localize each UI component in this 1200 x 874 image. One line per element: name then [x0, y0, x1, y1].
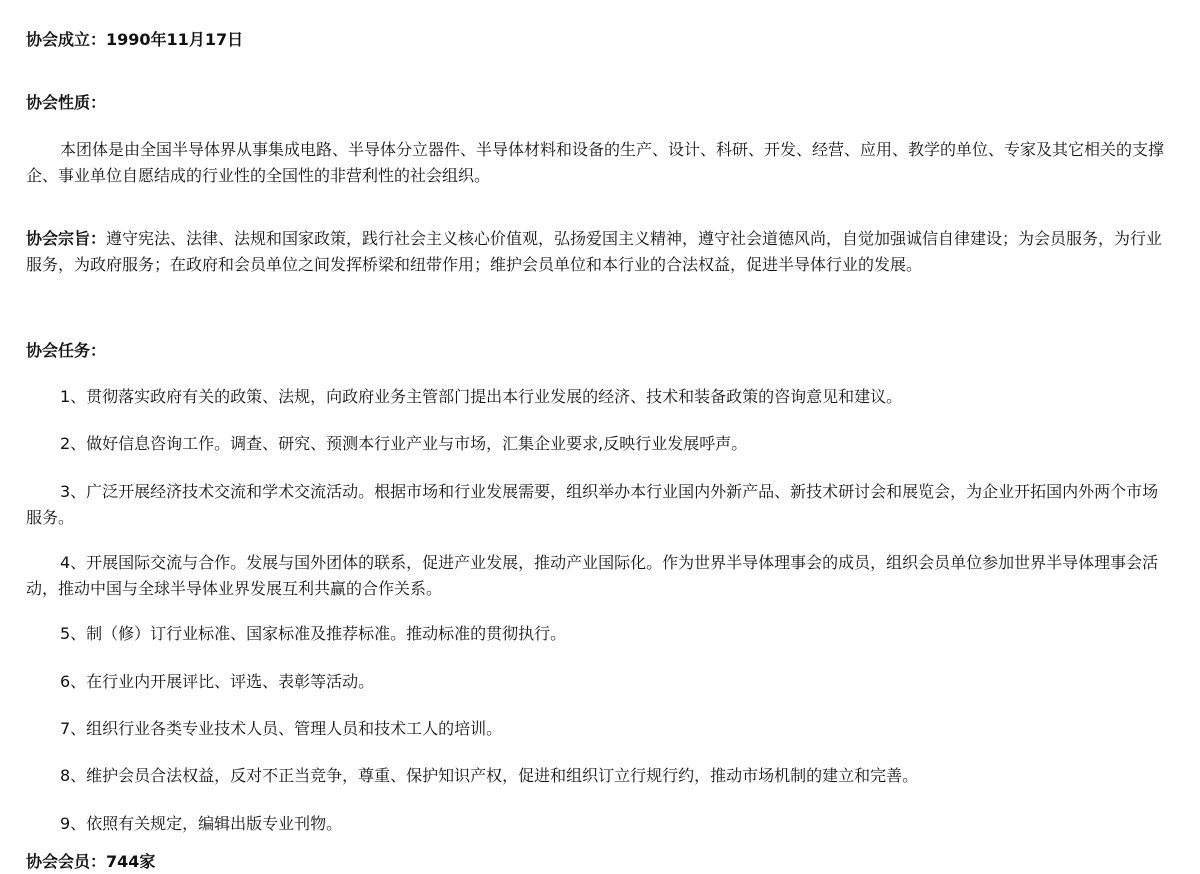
purpose-paragraph	[26, 226, 1171, 278]
nature-heading	[26, 91, 1171, 115]
founded-line	[26, 28, 1171, 52]
task-item-2: 2、做好信息咨询工作。调查、研究、预测本行业产业与市场，汇集企业要求,反映行业发展呼声。	[60, 434, 748, 453]
nature-label: 协会性质：	[26, 93, 107, 112]
task-item-6: 6、在行业内开展评比、评选、表彰等活动。	[60, 672, 375, 691]
founded-value: 1990年11月17日	[106, 30, 244, 49]
task-item-1: 1、贯彻落实政府有关的政策、法规，向政府业务主管部门提出本行业发展的经济、技术和装备政策的咨询意见和建议。	[60, 387, 903, 406]
task-item-4: 4、开展国际交流与合作。发展与国外团体的联系，促进产业发展，推动产业国际化。作为世界半导体理事会的成员，组织会员单位参加世界半导体理事会活动，推动中国与全球半导体业界发展互利共赢的合作关系。	[26, 553, 1159, 598]
purpose-text: 遵守宪法、法律、法规和国家政策，践行社会主义核心价值观，弘扬爱国主义精神，遵守社会道德风尚，自觉加强诚信自律建设；为会员服务，为行业服务，为政府服务；在政府和会员单位之间发挥桥梁和纽带作用；维护会员单位和本行业的合法权益，促进半导体行业的发展。	[26, 229, 1163, 274]
tasks-label: 协会任务：	[26, 341, 107, 360]
task-item-8: 8、维护会员合法权益，反对不正当竞争，尊重、保护知识产权，促进和组织订立行规行约，推动市场机制的建立和完善。	[60, 766, 919, 785]
members-line	[26, 850, 1171, 874]
members-label: 协会会员：	[26, 852, 107, 871]
task-item-5: 5、制（修）订行业标准、国家标准及推荐标准。推动标准的贯彻执行。	[60, 624, 567, 643]
purpose-label: 协会宗旨：	[26, 229, 107, 248]
nature-text: 本团体是由全国半导体界从事集成电路、半导体分立器件、半导体材料和设备的生产、设计、科研、开发、经营、应用、教学的单位、专家及其它相关的支撑企、事业单位自愿结成的行业性的全国性的非营利性的社会组织。	[26, 140, 1165, 185]
task-item-7: 7、组织行业各类专业技术人员、管理人员和技术工人的培训。	[60, 719, 503, 738]
members-value: 744家	[106, 852, 156, 871]
founded-label: 协会成立：	[26, 30, 107, 49]
task-item-3: 3、广泛开展经济技术交流和学术交流活动。根据市场和行业发展需要，组织举办本行业国内外新产品、新技术研讨会和展览会，为企业开拓国内外两个市场服务。	[26, 482, 1159, 527]
task-item-9: 9、依照有关规定，编辑出版专业刊物。	[60, 814, 343, 833]
tasks-heading	[26, 339, 1171, 363]
